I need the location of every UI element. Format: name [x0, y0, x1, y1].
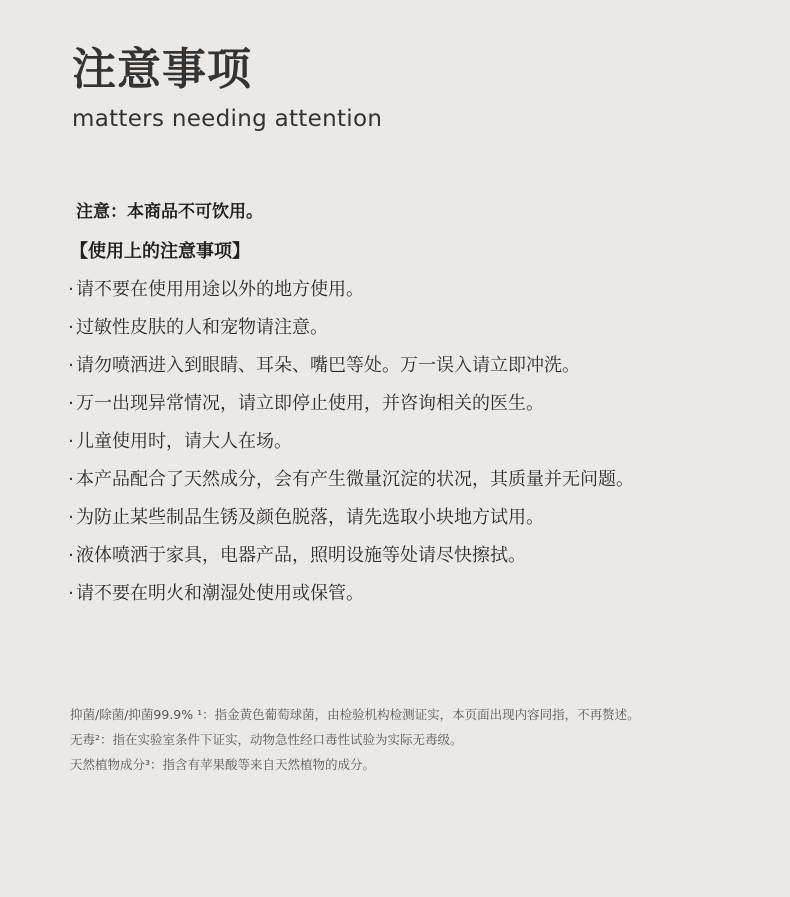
list-item-text: 本产品配合了天然成分，会有产生微量沉淀的状况，其质量并无问题。: [76, 469, 634, 490]
footnote-natural-ingredients: 天然植物成分³：指含有苹果酸等来自天然植物的成分。: [70, 757, 376, 772]
list-item: [66, 428, 634, 466]
bullet-icon: ·: [68, 279, 74, 300]
list-item-text: 请勿喷洒进入到眼睛、耳朵、嘴巴等处。万一误入请立即冲洗。: [76, 355, 580, 376]
footnote-nontoxic: 无毒²：指在实验室条件下证实，动物急性经口毒性试验为实际无毒级。: [70, 732, 463, 747]
list-item: [66, 504, 634, 542]
footnotes: [70, 704, 640, 779]
bullet-icon: ·: [68, 545, 74, 566]
list-item-text: 为防止某些制品生锈及颜色脱落，请先选取小块地方试用。: [76, 507, 544, 528]
bullet-icon: ·: [68, 583, 74, 604]
bullet-icon: ·: [68, 355, 74, 376]
list-item: [66, 542, 634, 580]
list-item-text: 万一出现异常情况，请立即停止使用，并咨询相关的医生。: [76, 393, 544, 414]
usage-precautions-list: [66, 276, 634, 618]
list-item: [66, 580, 634, 618]
list-item-text: 液体喷洒于家具，电器产品，照明设施等处请尽快擦拭。: [76, 545, 526, 566]
list-item: [66, 314, 634, 352]
list-item: [66, 466, 634, 504]
usage-section-heading: 【使用上的注意事项】: [70, 241, 250, 262]
bullet-icon: ·: [68, 393, 74, 414]
footnote-antibacterial: 抑菌/除菌/抑菌99.9% ¹：指金黄色葡萄球菌，由检验机构检测证实，本页面出现内容同指，不再赘述。: [70, 707, 640, 722]
warning-notice: 注意：本商品不可饮用。: [76, 202, 263, 222]
list-item-text: 过敏性皮肤的人和宠物请注意。: [76, 317, 328, 338]
bullet-icon: ·: [68, 507, 74, 528]
bullet-icon: ·: [68, 317, 74, 338]
bullet-icon: ·: [68, 431, 74, 452]
list-item: [66, 276, 634, 314]
page-title: 注意事项: [72, 44, 252, 95]
list-item: [66, 390, 634, 428]
page-subtitle: matters needing attention: [72, 106, 383, 132]
list-item-text: 请不要在使用用途以外的地方使用。: [76, 279, 364, 300]
bullet-icon: ·: [68, 469, 74, 490]
list-item-text: 儿童使用时，请大人在场。: [76, 431, 292, 452]
list-item: [66, 352, 634, 390]
list-item-text: 请不要在明火和潮湿处使用或保管。: [76, 583, 364, 604]
